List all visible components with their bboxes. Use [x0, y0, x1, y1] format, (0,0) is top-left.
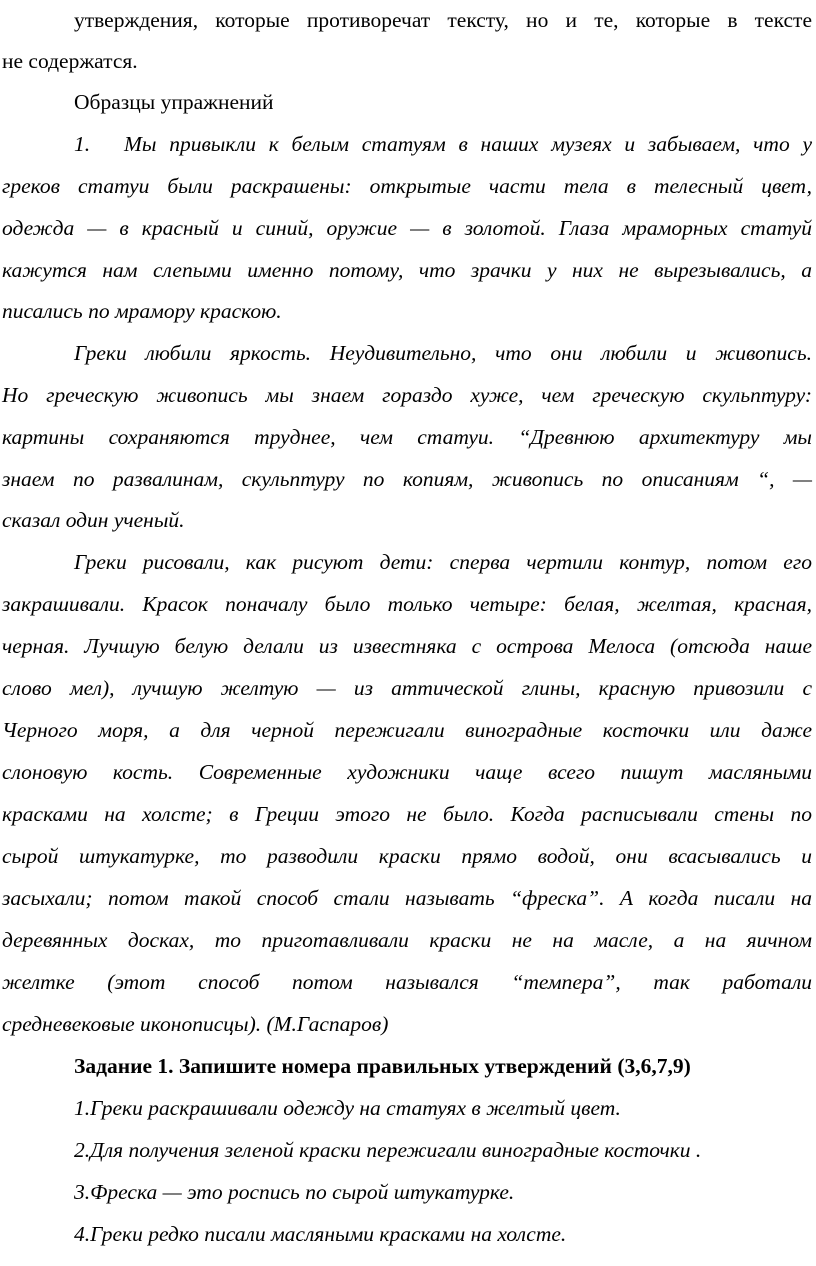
passage-line: знаем по развалинам, скульптуру по копиям, живопись по описаниям “, — — [2, 467, 812, 491]
passage-line: черная. Лучшую белую делали из известняка с острова Мелоса (отсюда наше — [2, 634, 812, 658]
passage-line: слоновую кость. Современные художники чаще всего пишут масляными — [2, 760, 812, 784]
intro-line-2: не содержатся. — [2, 49, 138, 73]
passage-line: одежда — в красный и синий, оружие — в золотой. Глаза мраморных статуй — [2, 216, 812, 240]
passage-line: красками на холсте; в Греции этого не было. Когда расписывали стены по — [2, 802, 812, 826]
passage-line: закрашивали. Красок поначалу было только четыре: белая, желтая, красная, — [2, 592, 812, 616]
passage-line: сырой штукатурке, то разводили краски прямо водой, они всасывались и — [2, 844, 812, 868]
passage-line: греков статуи были раскрашены: открытые части тела в телесный цвет, — [2, 174, 812, 198]
passage-line: средневековые иконописцы). (М.Гаспаров) — [2, 1012, 389, 1036]
passage-line: засыхали; потом такой способ стали называть “фреска”. А когда писали на — [2, 886, 812, 910]
statement-item: 4.Греки редко писали масляными красками на холсте. — [74, 1222, 567, 1246]
paragraph-number: 1. — [74, 132, 91, 156]
passage-line: картины сохраняются труднее, чем статуи. “Древнюю архитектуру мы — [2, 425, 812, 449]
passage-line: Черного моря, а для черной пережигали виноградные косточки или даже — [2, 718, 812, 742]
passage-line: кажутся нам слепыми именно потому, что зрачки у них не вырезывались, а — [2, 258, 812, 282]
passage-line: Мы привыкли к белым статуям в наших музеях и забываем, что у — [124, 132, 812, 156]
statement-item: 3.Фреска — это роспись по сырой штукатурке. — [74, 1180, 515, 1204]
section-heading: Образцы упражнений — [74, 90, 274, 114]
passage-line: Греки рисовали, как рисуют дети: сперва чертили контур, потом его — [74, 550, 812, 574]
statement-item: 2.Для получения зеленой краски пережигали виноградные косточки . — [74, 1138, 702, 1162]
passage-line: сказал один ученый. — [2, 508, 185, 532]
passage-line: Греки любили яркость. Неудивительно, что они любили и живопись. — [74, 341, 812, 365]
passage-line: Но греческую живопись мы знаем гораздо хуже, чем греческую скульптуру: — [2, 383, 812, 407]
passage-line: слово мел), лучшую желтую — из аттической глины, красную привозили с — [2, 676, 812, 700]
passage-line: желтке (этот способ потом назывался “темпера”, так работали — [2, 970, 812, 994]
statement-item: 1.Греки раскрашивали одежду на статуях в желтый цвет. — [74, 1096, 621, 1120]
passage-line: деревянных досках, то приготавливали краски не на масле, а на яичном — [2, 928, 812, 952]
task-title: Задание 1. Запишите номера правильных утверждений (3,6,7,9) — [74, 1054, 691, 1078]
intro-line-1: утверждения, которые противоречат тексту, но и те, которые в тексте — [74, 8, 812, 32]
passage-line: писались по мрамору краскою. — [2, 299, 282, 323]
